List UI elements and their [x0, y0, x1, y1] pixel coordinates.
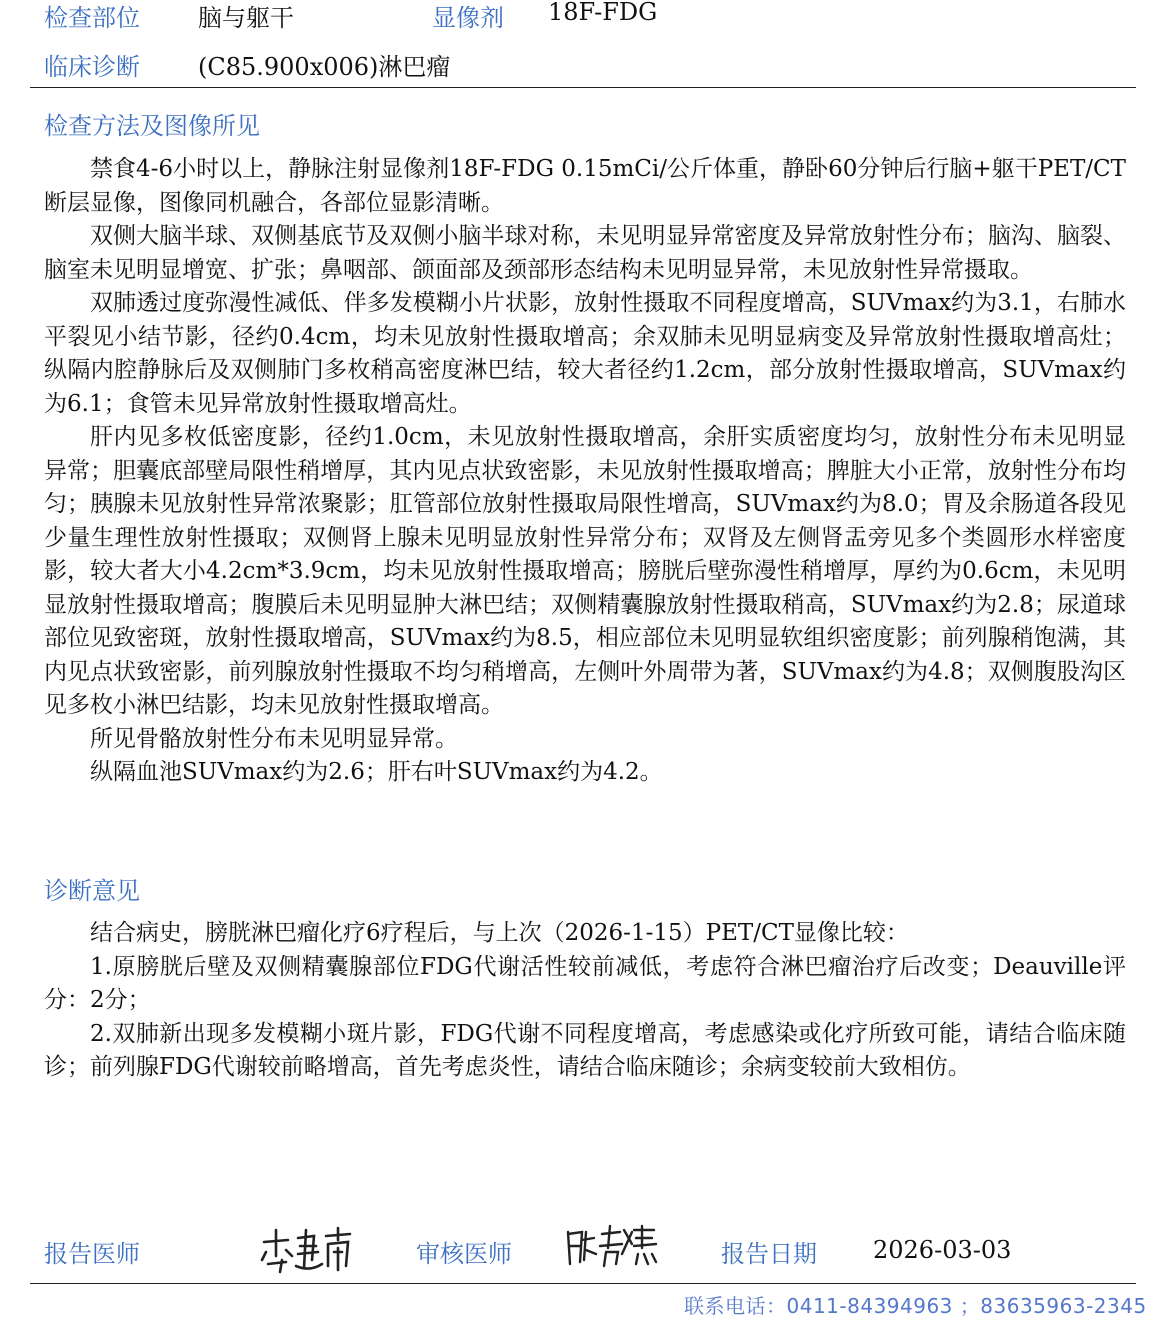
conclusion-paragraph: 2.双肺新出现多发模糊小斑片影，FDG代谢不同程度增高，考虑感染或化疗所致可能，请结合临床随诊；前列腺FDG代谢较前略增高，首先考虑炎性，请结合临床随诊；余病变较前大致相仿。 — [44, 1020, 1126, 1080]
findings-title: 检查方法及图像所见 — [44, 112, 260, 140]
findings-body — [44, 153, 1126, 790]
tracer-label: 显像剂 — [432, 4, 504, 32]
reviewer-signature — [562, 1224, 662, 1272]
findings-paragraph: 双侧大脑半球、双侧基底节及双侧小脑半球对称，未见明显异常密度及异常放射性分布；脑沟、脑裂、脑室未见明显增宽、扩张；鼻咽部、颌面部及颈部形态结构未见明显异常，未见放射性异常摄取。 — [44, 223, 1126, 283]
reviewer-label: 审核医师 — [416, 1240, 512, 1268]
conclusion-paragraph: 1.原膀胱后壁及双侧精囊腺部位FDG代谢活性较前减低，考虑符合淋巴瘤治疗后改变；Deauville评分：2分； — [44, 953, 1126, 1013]
conclusion-title: 诊断意见 — [44, 877, 140, 905]
exam-site-value: 脑与躯干 — [198, 4, 294, 32]
conclusion-body — [44, 917, 1126, 1085]
findings-paragraph: 肝内见多枚低密度影，径约1.0cm，未见放射性摄取增高，余肝实质密度均匀，放射性分布未见明显异常；胆囊底部壁局限性稍增厚，其内见点状致密影，未见放射性摄取增高；脾脏大小正常，放射性分布均匀；胰腺未见放射性异常浓聚影；肛管部位放射性摄取局限性增高，SUVmax约为8.0；胃及余肠道各段见少量生理性放射性摄取；双侧肾上腺未见明显放射性异常分布；双肾及左侧肾盂旁见多个类圆形水样密度影，较大者大小4.2cm*3.9cm，均未见放射性摄取增高；膀胱后壁弥漫性稍增厚，厚约为0.6cm，未见明显放射性摄取增高；腹膜后未见明显肿大淋巴结；双侧精囊腺放射性摄取稍高，SUVmax约为2.8；尿道球部位见致密斑，放射性摄取增高，SUVmax约为8.5，相应部位未见明显软组织密度影；前列腺稍饱满，其内见点状致密影，前列腺放射性摄取不均匀稍增高，左侧叶外周带为著，SUVmax约为4.8；双侧腹股沟区见多枚小淋巴结影，均未见放射性摄取增高。 — [44, 424, 1126, 718]
conclusion-paragraph: 结合病史，膀胱淋巴瘤化疗6疗程后，与上次（2026-1-15）PET/CT显像比较： — [90, 920, 909, 946]
findings-paragraph: 双肺透过度弥漫性减低、伴多发模糊小片状影，放射性摄取不同程度增高，SUVmax约为3.1，右肺水平裂见小结节影，径约0.4cm，均未见放射性摄取增高；余双肺未见明显病变及异常放射性摄取增高灶；纵隔内腔静脉后及双侧肺门多枚稍高密度淋巴结，较大者径约1.2cm，部分放射性摄取增高，SUVmax约为6.1；食管未见异常放射性摄取增高灶。 — [44, 290, 1126, 417]
tracer-value: 18F-FDG — [548, 0, 658, 26]
report-date: 2026-03-03 — [873, 1236, 1012, 1264]
reporter-label: 报告医师 — [44, 1240, 140, 1268]
findings-paragraph: 所见骨骼放射性分布未见明显异常。 — [90, 725, 458, 752]
findings-paragraph: 纵隔血池SUVmax约为2.6；肝右叶SUVmax约为4.2。 — [90, 759, 663, 785]
exam-site-label: 检查部位 — [44, 4, 140, 32]
findings-paragraph: 禁食4-6小时以上，静脉注射显像剂18F-FDG 0.15mCi/公斤体重，静卧60分钟后行脑+躯干PET/CT断层显像，图像同机融合，各部位显影清晰。 — [44, 156, 1126, 216]
diagnosis-label: 临床诊断 — [44, 53, 140, 81]
reporter-signature — [258, 1226, 358, 1274]
date-label: 报告日期 — [721, 1240, 817, 1268]
diagnosis-value: (C85.900x006)淋巴瘤 — [198, 53, 451, 81]
footer-divider — [30, 1283, 1136, 1284]
header-divider — [30, 87, 1136, 88]
contact-phone: 联系电话：0411-84394963 ；83635963-2345 — [684, 1294, 1147, 1318]
